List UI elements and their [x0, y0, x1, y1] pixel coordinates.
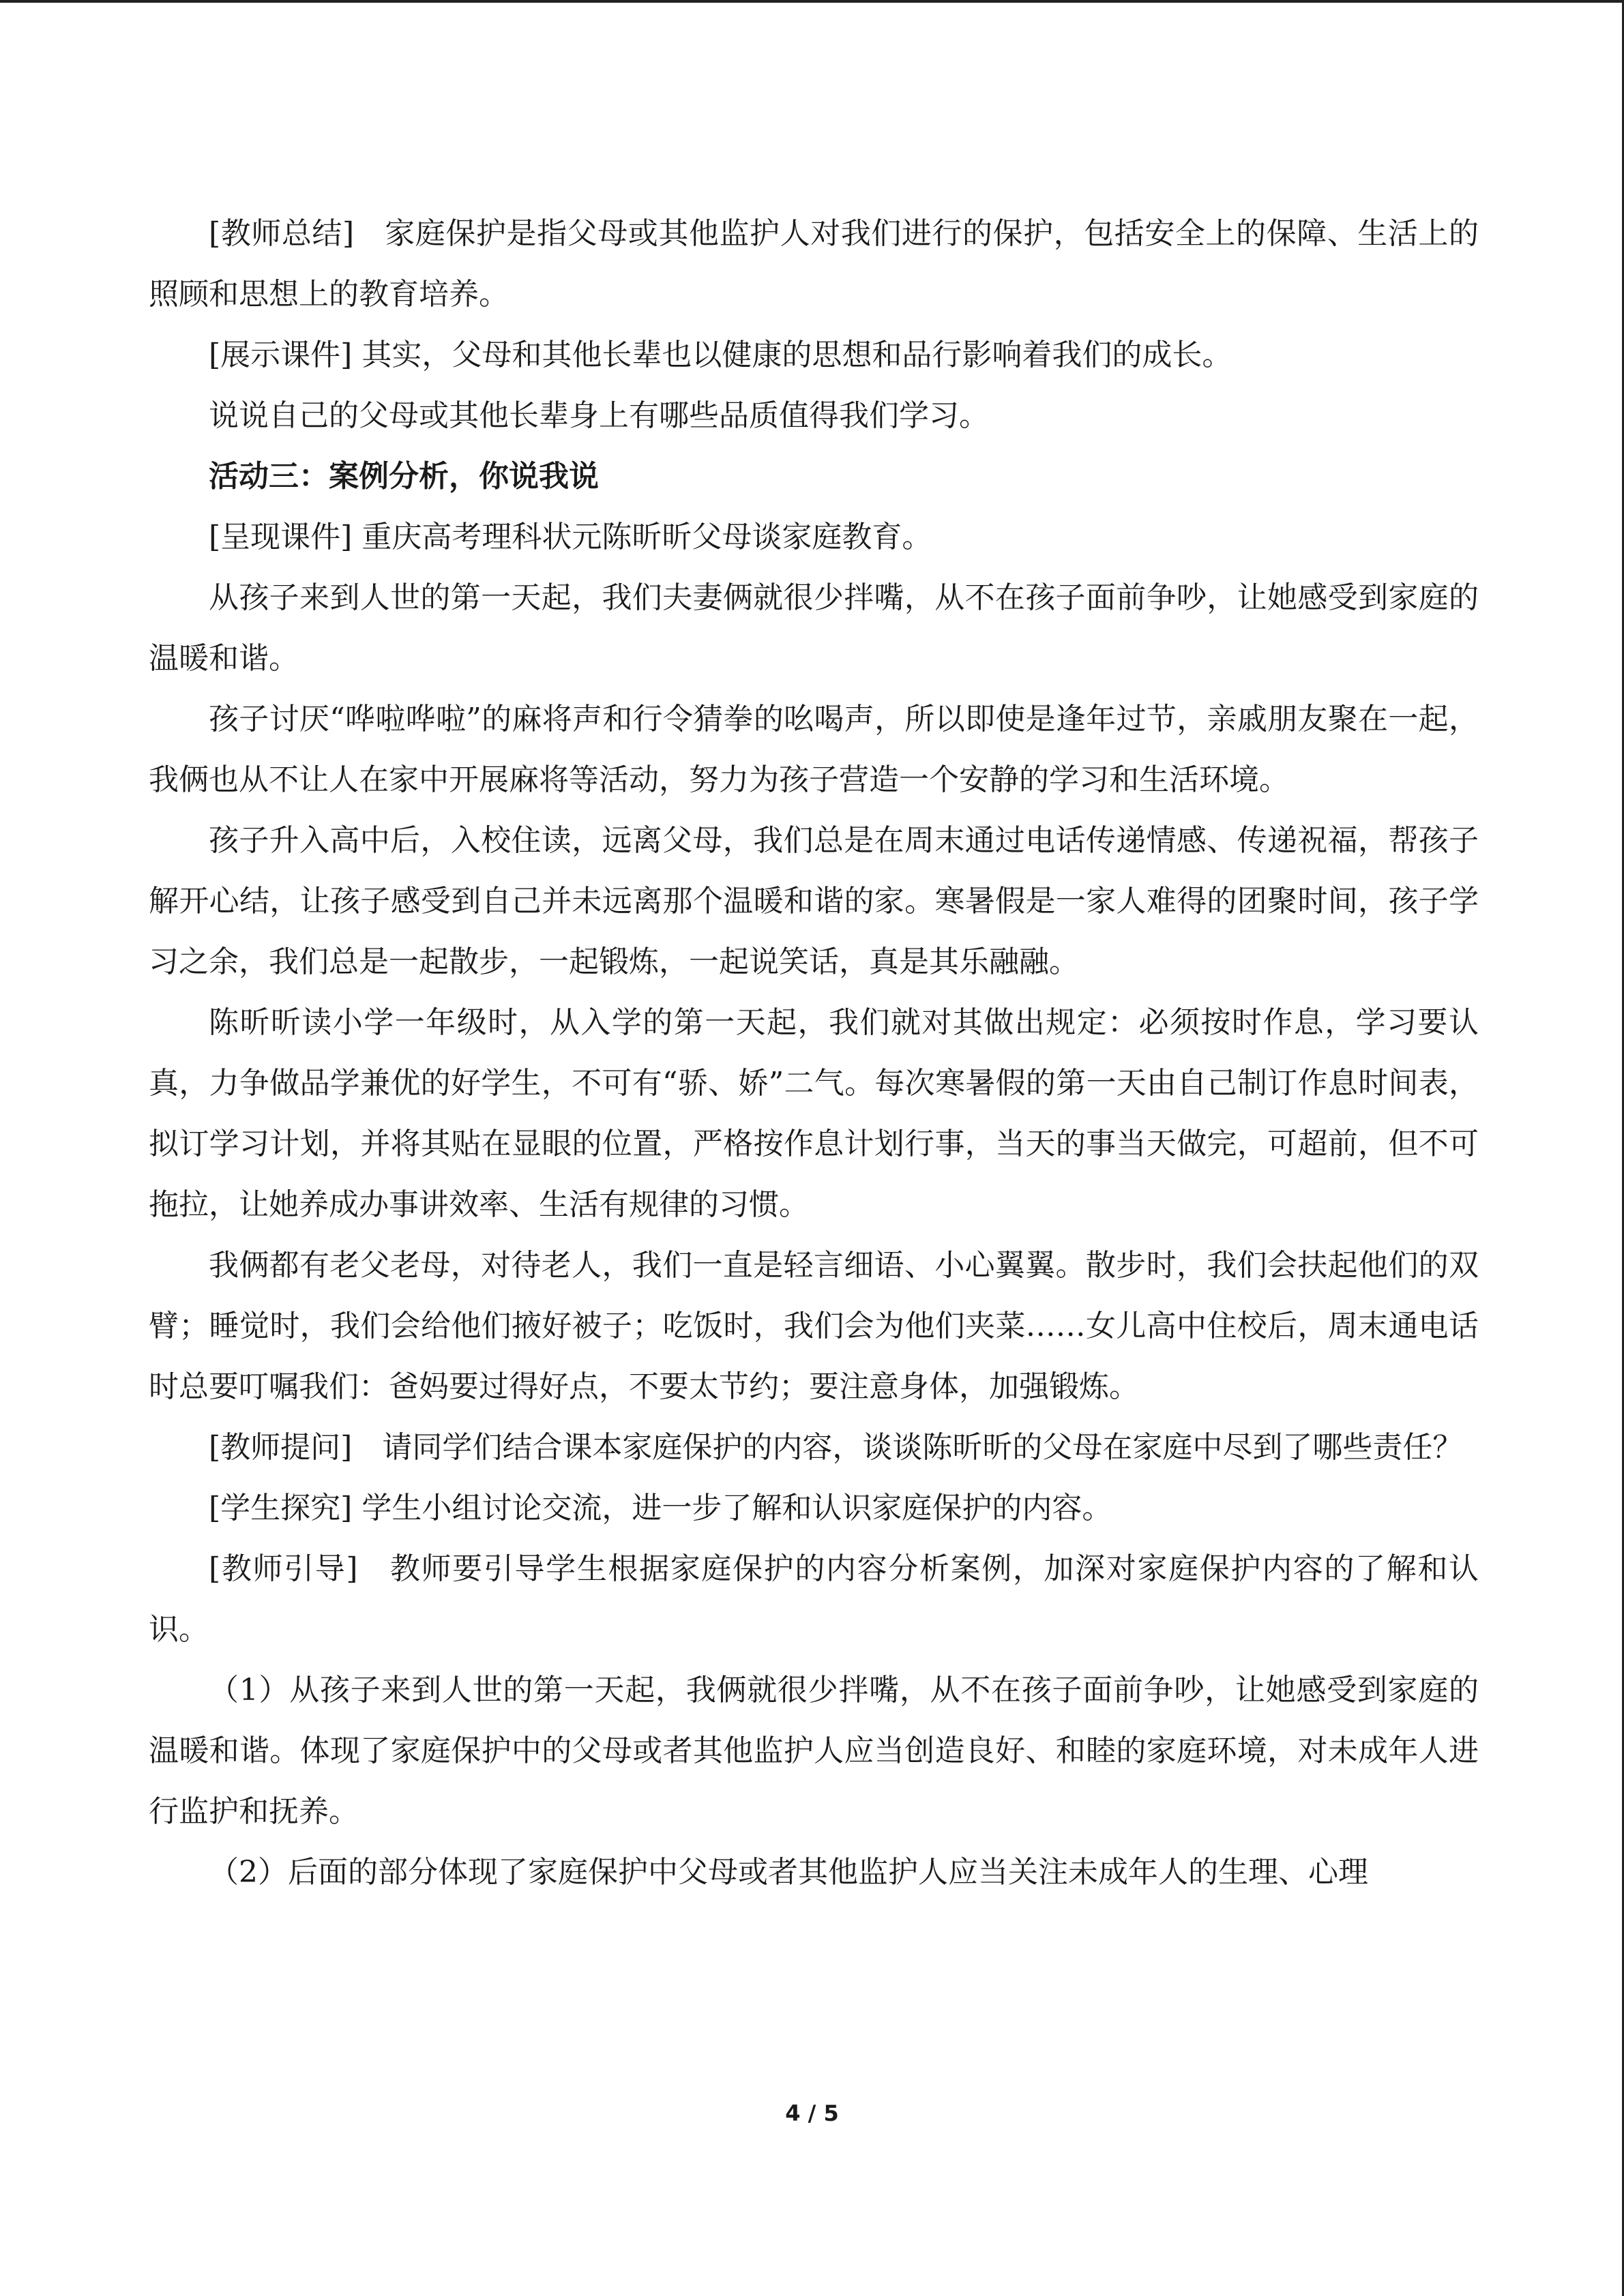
paragraph-discussion-prompt: 说说自己的父母或其他长辈身上有哪些品质值得我们学习。 [209, 398, 989, 433]
paragraph-analysis-1: （1）从孩子来到人世的第一天起，我俩就很少拌嘴，从不在孩子面前争吵，让她感受到家庭的温暖和谐。体现了家庭保护中的父母或者其他监护人应当创造良好、和睦的家庭环境，对未成年人进行监护和抚养。 [149, 1673, 1479, 1829]
paragraph-teacher-summary: [教师总结] 家庭保护是指父母或其他监护人对我们进行的保护，包括安全上的保障、生活上的照顾和思想上的教育培养。 [149, 216, 1479, 312]
page-number: 4 / 5 [785, 2100, 839, 2126]
paragraph-case-4: 陈昕昕读小学一年级时，从入学的第一天起，我们就对其做出规定：必须按时作息，学习要认真，力争做品学兼优的好学生，不可有“骄、娇”二气。每次寒暑假的第一天由自己制订作息时间表，拟订学习计划，并将其贴在显眼的位置，严格按作息计划行事，当天的事当天做完，可超前，但不可拖拉，让她养成办事讲效率、生活有规律的习惯。 [149, 1005, 1479, 1222]
activity-three-heading: 活动三：案例分析，你说我说 [209, 459, 599, 494]
paragraph-present-courseware: [呈现课件] 重庆高考理科状元陈昕昕父母谈家庭教育。 [209, 520, 932, 554]
document-body [149, 203, 1479, 1903]
paragraph-case-5: 我俩都有老父老母，对待老人，我们一直是轻言细语、小心翼翼。散步时，我们会扶起他们的双臂；睡觉时，我们会给他们掖好被子；吃饭时，我们会为他们夹菜……女儿高中住校后，周末通电话时总要叮嘱我们：爸妈要过得好点，不要太节约；要注意身体，加强锻炼。 [149, 1248, 1479, 1404]
paragraph-teacher-guidance: [教师引导] 教师要引导学生根据家庭保护的内容分析案例，加深对家庭保护内容的了解和认识。 [149, 1551, 1479, 1647]
top-border [0, 0, 1624, 3]
paragraph-case-3: 孩子升入高中后，入校住读，远离父母，我们总是在周末通过电话传递情感、传递祝福，帮孩子解开心结，让孩子感受到自己并未远离那个温暖和谐的家。寒暑假是一家人难得的团聚时间，孩子学习之余，我们总是一起散步，一起锻炼，一起说笑话，真是其乐融融。 [149, 823, 1479, 979]
paragraph-analysis-2: （2）后面的部分体现了家庭保护中父母或者其他监护人应当关注未成年人的生理、心理 [209, 1855, 1368, 1890]
paragraph-student-inquiry: [学生探究] 学生小组讨论交流，进一步了解和认识家庭保护的内容。 [209, 1491, 1112, 1525]
paragraph-case-2: 孩子讨厌“哗啦哗啦”的麻将声和行令猜拳的吆喝声，所以即使是逢年过节，亲戚朋友聚在一起，我俩也从不让人在家中开展麻将等活动，努力为孩子营造一个安静的学习和生活环境。 [149, 702, 1479, 797]
paragraph-show-courseware: [展示课件] 其实，父母和其他长辈也以健康的思想和品行影响着我们的成长。 [209, 338, 1232, 372]
paragraph-case-1: 从孩子来到人世的第一天起，我们夫妻俩就很少拌嘴，从不在孩子面前争吵，让她感受到家庭的温暖和谐。 [149, 580, 1479, 676]
paragraph-teacher-question: [教师提问] 请同学们结合课本家庭保护的内容，谈谈陈昕昕的父母在家庭中尽到了哪些责任？ [209, 1430, 1463, 1465]
